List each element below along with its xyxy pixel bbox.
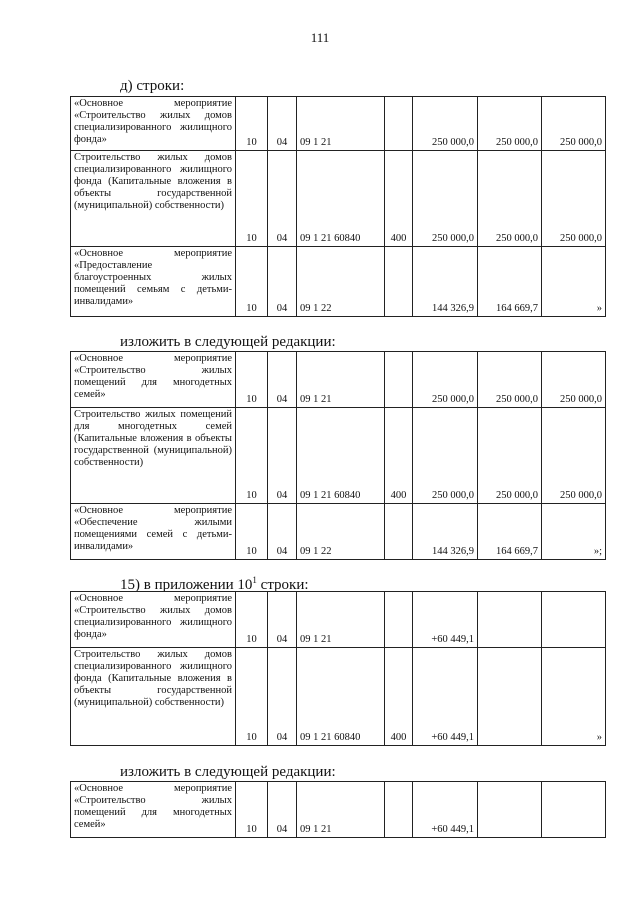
- table-row: [71, 97, 606, 151]
- expense-type-code: [385, 352, 413, 408]
- expense-type-code: [385, 97, 413, 151]
- section-code: 10: [236, 97, 268, 151]
- subsection-code: 04: [268, 648, 297, 746]
- amount-cell: 250 000,0: [478, 97, 542, 151]
- section-heading-new-wording: изложить в следующей редакции:: [120, 334, 336, 350]
- page-number: 111: [310, 30, 330, 45]
- section-code: 10: [236, 151, 268, 247]
- amount-cell: »;: [542, 504, 606, 560]
- table-old-rows: [70, 96, 606, 317]
- expense-type-code: 400: [385, 648, 413, 746]
- amount-cell: 250 000,0: [413, 408, 478, 504]
- section-code: 10: [236, 247, 268, 317]
- subsection-code: 04: [268, 408, 297, 504]
- table-row: [71, 247, 606, 317]
- amount-cell: 250 000,0: [478, 151, 542, 247]
- row-description: Строительство жилых домов специализированного жилищного фонда (Капитальные вложения в объекты государственной (муниципальной) собственности): [71, 648, 236, 746]
- subsection-code: 04: [268, 247, 297, 317]
- subsection-code: 04: [268, 504, 297, 560]
- row-description: «Основное мероприятие «Строительство жилых домов специализированного жилищного фонда»: [71, 592, 236, 648]
- amount-cell: +60 449,1: [413, 782, 478, 838]
- subsection-code: 04: [268, 352, 297, 408]
- amount-cell: 250 000,0: [413, 151, 478, 247]
- table-row: [71, 408, 606, 504]
- target-article-code: 09 1 21 60840: [297, 648, 385, 746]
- row-description: «Основное мероприятие «Строительство жилых помещений для многодетных семей»: [71, 352, 236, 408]
- expense-type-code: 400: [385, 151, 413, 247]
- amount-cell: 144 326,9: [413, 504, 478, 560]
- amount-cell: 250 000,0: [478, 408, 542, 504]
- expense-type-code: [385, 247, 413, 317]
- expense-type-code: [385, 592, 413, 648]
- amount-cell: 164 669,7: [478, 504, 542, 560]
- row-description: «Основное мероприятие «Строительство жилых домов специализированного жилищного фонда»: [71, 97, 236, 151]
- row-description: Строительство жилых помещений для многодетных семей (Капитальные вложения в объекты государственной (муниципальной) собственности): [71, 408, 236, 504]
- table-row: [71, 504, 606, 560]
- row-description: «Основное мероприятие «Предоставление благоустроенных жилых помещений семьям с детьми-инвалидами»: [71, 247, 236, 317]
- amount-cell: [542, 782, 606, 838]
- target-article-code: 09 1 21 60840: [297, 151, 385, 247]
- amount-cell: »: [542, 247, 606, 317]
- subsection-code: 04: [268, 97, 297, 151]
- table-row: [71, 782, 606, 838]
- amount-cell: [478, 592, 542, 648]
- table-row: [71, 151, 606, 247]
- target-article-code: 09 1 21: [297, 352, 385, 408]
- expense-type-code: [385, 504, 413, 560]
- amount-cell: [542, 592, 606, 648]
- amount-cell: +60 449,1: [413, 648, 478, 746]
- row-description: Строительство жилых домов специализированного жилищного фонда (Капитальные вложения в объекты государственной (муниципальной) собственности): [71, 151, 236, 247]
- subsection-code: 04: [268, 151, 297, 247]
- subsection-code: 04: [268, 782, 297, 838]
- target-article-code: 09 1 21 60840: [297, 408, 385, 504]
- amount-cell: 250 000,0: [413, 352, 478, 408]
- target-article-code: 09 1 22: [297, 247, 385, 317]
- amount-cell: +60 449,1: [413, 592, 478, 648]
- amount-cell: 164 669,7: [478, 247, 542, 317]
- section-code: 10: [236, 408, 268, 504]
- amount-cell: [478, 648, 542, 746]
- table-appendix-old-rows: [70, 591, 606, 746]
- heading-superscript: 1: [252, 575, 257, 585]
- amount-cell: 250 000,0: [413, 97, 478, 151]
- table-appendix-new-rows: [70, 781, 606, 838]
- amount-cell: 250 000,0: [542, 352, 606, 408]
- subsection-code: 04: [268, 592, 297, 648]
- section-code: 10: [236, 782, 268, 838]
- table-new-rows: [70, 351, 606, 560]
- section-heading-new-wording-2: изложить в следующей редакции:: [120, 764, 336, 780]
- heading-text: 15) в приложении 10: [120, 577, 253, 593]
- section-code: 10: [236, 592, 268, 648]
- target-article-code: 09 1 21: [297, 592, 385, 648]
- row-description: «Основное мероприятие «Обеспечение жилыми помещениями семей с детьми-инвалидами»: [71, 504, 236, 560]
- section-code: 10: [236, 504, 268, 560]
- amount-cell: 250 000,0: [542, 97, 606, 151]
- heading-tail: строки:: [256, 577, 309, 593]
- expense-type-code: 400: [385, 408, 413, 504]
- target-article-code: 09 1 21: [297, 782, 385, 838]
- row-description: «Основное мероприятие «Строительство жилых помещений для многодетных семей»: [71, 782, 236, 838]
- expense-type-code: [385, 782, 413, 838]
- table-row: [71, 592, 606, 648]
- amount-cell: 250 000,0: [542, 408, 606, 504]
- table-row: [71, 352, 606, 408]
- table-row: [71, 648, 606, 746]
- section-code: 10: [236, 648, 268, 746]
- amount-cell: 250 000,0: [478, 352, 542, 408]
- target-article-code: 09 1 21: [297, 97, 385, 151]
- amount-cell: 144 326,9: [413, 247, 478, 317]
- amount-cell: »: [542, 648, 606, 746]
- section-heading-old-rows: д) строки:: [120, 78, 185, 94]
- amount-cell: 250 000,0: [542, 151, 606, 247]
- amount-cell: [478, 782, 542, 838]
- section-code: 10: [236, 352, 268, 408]
- target-article-code: 09 1 22: [297, 504, 385, 560]
